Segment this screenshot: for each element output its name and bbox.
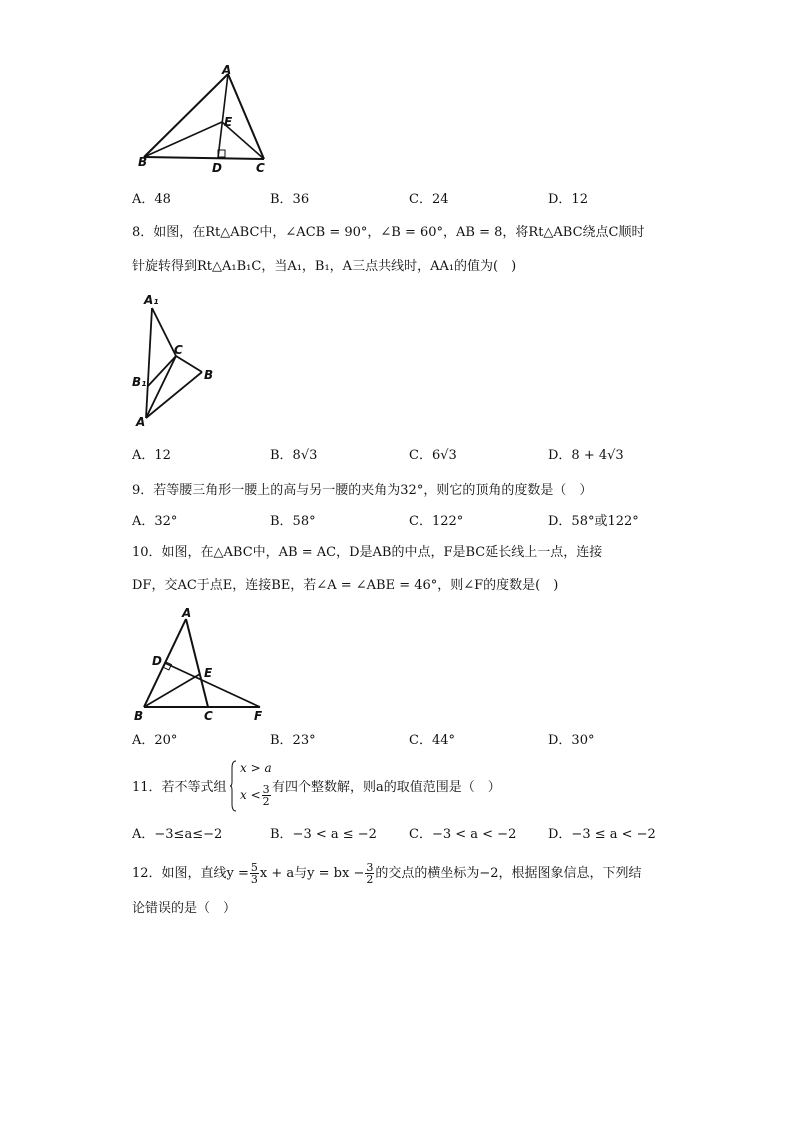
q7-option-a: A．48 [132, 192, 171, 207]
q7-label-c: C [256, 161, 265, 175]
q11-system-bottom [240, 784, 272, 807]
q11-prefix: 11．若不等式组 [132, 780, 227, 795]
q10-label-b: B [134, 709, 144, 723]
q10-option-c: C．44° [409, 733, 455, 748]
q8-label-c: C [174, 343, 183, 357]
q7-option-d: D．12 [548, 192, 588, 207]
q11-option-b: B．−3 < a ≤ −2 [270, 827, 377, 842]
q10-stem-line2: DF，交AC于点E，连接BE，若∠A = ∠ABE = 46°，则∠F的度数是( ) [132, 578, 559, 593]
q12-f1-den: 3 [250, 873, 258, 886]
q8-label-b1: B₁ [132, 375, 147, 389]
q11-system-top: x > a [240, 761, 272, 775]
q12-part2: x + a与y = bx − [259, 866, 365, 881]
q9-option-a: A．32° [132, 514, 178, 529]
q9-option-b: B．58° [270, 514, 316, 529]
q12-fraction-1 [250, 862, 259, 885]
q12-part1: 12．如图，直线y = [132, 866, 249, 881]
q8-stem-line2: 针旋转得到Rt△A₁B₁C，当A₁，B₁，A三点共线时，AA₁的值为( ) [132, 259, 517, 274]
q7-label-b: B [138, 155, 148, 169]
q12-part3: 的交点的横坐标为−2，根据图象信息，下列结 [375, 866, 642, 881]
q10-label-a: A [182, 607, 192, 620]
q11-system-bottom-left: x < [240, 788, 261, 802]
q10-stem-line1: 10．如图，在△ABC中，AB = AC，D是AB的中点，F是BC延长线上一点，连接 [132, 545, 603, 560]
q7-label-a: A [222, 63, 232, 77]
q10-option-d: D．30° [548, 733, 595, 748]
q10-label-f: F [254, 709, 263, 723]
q7-figure [136, 62, 276, 177]
q12-stem-line2: 论错误的是（ ） [132, 901, 237, 916]
q9-stem-line1: 9．若等腰三角形一腰上的高与另一腰的夹角为32°，则它的顶角的度数是（ ） [132, 483, 593, 498]
q11-frac-num: 3 [262, 783, 270, 796]
q9-option-d: D．58°或122° [548, 514, 639, 529]
q8-option-c: C．6√3 [409, 448, 457, 463]
q10-label-e: E [204, 666, 213, 680]
q8-label-b: B [204, 368, 214, 382]
q11-brace [230, 760, 236, 812]
q10-label-d: D [152, 654, 162, 668]
q10-label-c: C [204, 709, 213, 723]
q8-label-a: A [136, 415, 146, 429]
q10-figure [132, 607, 272, 725]
q12-f2-den: 2 [366, 873, 374, 886]
q11-suffix: 有四个整数解，则a的取值范围是（ ） [272, 780, 501, 795]
q9-option-c: C．122° [409, 514, 464, 529]
q11-option-a: A．−3≤a≤−2 [132, 827, 223, 842]
q12-f2-num: 3 [366, 861, 374, 874]
q11-option-c: C．−3 < a < −2 [409, 827, 517, 842]
q7-label-e: E [224, 115, 233, 129]
q12-stem-line1 [132, 862, 642, 885]
q12-fraction-2 [365, 862, 374, 885]
q8-stem-line1: 8．如图，在Rt△ABC中，∠ACB = 90°，∠B = 60°，AB = 8，将Rt△ABC绕点C顺时 [132, 225, 645, 240]
q11-option-d: D．−3 ≤ a < −2 [548, 827, 656, 842]
q8-figure [128, 292, 223, 432]
q12-f1-num: 5 [250, 861, 258, 874]
q10-option-b: B．23° [270, 733, 316, 748]
q11-frac-den: 2 [262, 795, 270, 808]
q8-option-b: B．8√3 [270, 448, 318, 463]
q8-option-d: D．8 + 4√3 [548, 448, 624, 463]
q7-option-b: B．36 [270, 192, 310, 207]
q11-fraction [262, 784, 271, 807]
q7-label-d: D [212, 161, 222, 175]
q8-option-a: A．12 [132, 448, 171, 463]
q10-option-a: A．20° [132, 733, 178, 748]
q7-option-c: C．24 [409, 192, 449, 207]
q8-label-a1: A₁ [144, 293, 159, 307]
